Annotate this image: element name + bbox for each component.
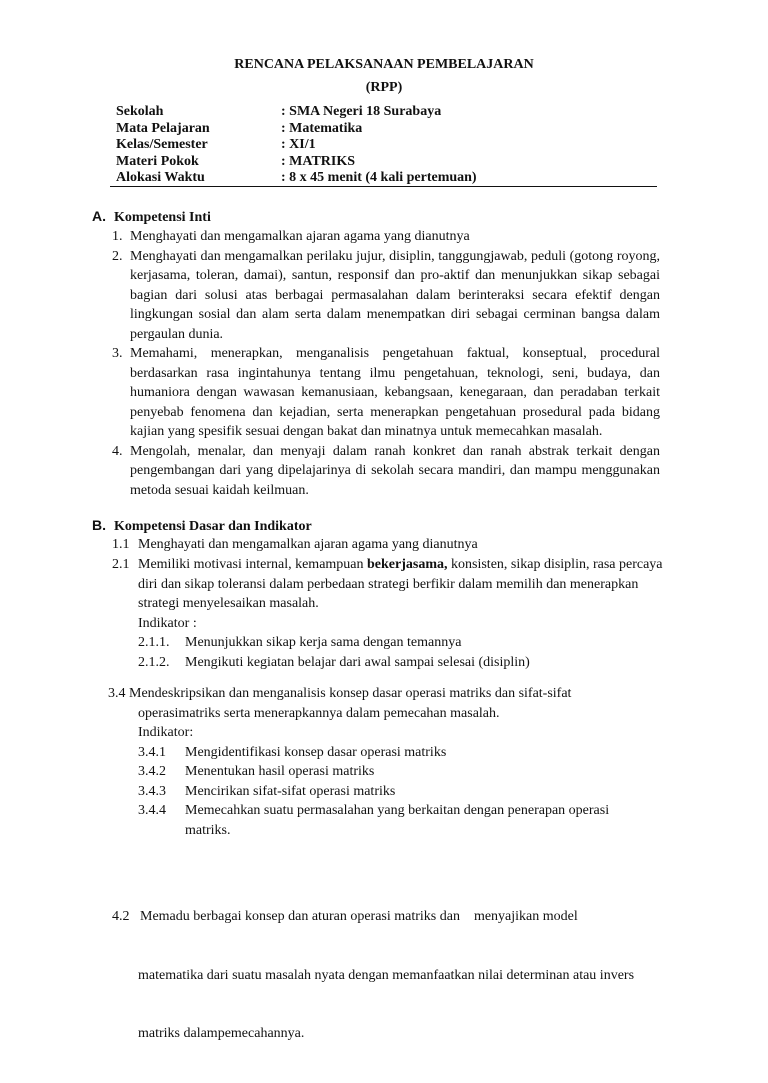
document-title: RENCANA PELAKSANAAN PEMBELAJARAN [234,57,534,72]
indikator-text-cont: matriks. [185,822,231,838]
indikator-item [138,633,672,653]
kd-2-1 [112,555,672,672]
indikator-item [138,782,678,802]
identity-label: Mata Pelajaran [116,120,210,136]
indikator-number: 3.4.2 [138,764,166,779]
list-number: 4. [112,443,123,459]
kd-4-2 [112,868,692,1083]
identity-row [116,154,656,171]
list-text: Mengolah, menalar, dan menyaji dalam ranah konkret dan ranah abstrak terkait dengan pengembangan dari yang dipelajarinya di sekolah secara mandiri, dan mampu menggunakan metoda sesuai kaidah keilmuan. [130,443,660,498]
identity-row [116,104,656,121]
list-text [138,555,672,614]
kd-text-cont: matematika dari suatu masalah nyata dengan memanfaatkan nilai determinan atau invers [138,967,635,983]
kompetensi-inti-list [112,227,660,500]
indikator-text: Mencirikan sifat-sifat operasi matriks [185,783,396,799]
indikator-item [138,653,672,673]
indikator-label: Indikator: [138,725,194,740]
kd-text-part: Memiliki motivasi internal, kemampuan [138,557,368,572]
list-text: Menghayati dan mengamalkan perilaku jujur, disiplin, tanggungjawab, peduli (gotong royong, kerjasama, toleran, damai), santun, responsif dan pro-aktif dan menunjukkan sikap sebagai bagian dari solusi atas berbagai permasalahan dalam berinteraksi secara efektif dengan lingkungan sosial dan alam serta dalam menempatkan diri sebagai cerminan bangsa dalam pergaulan dunia. [130,248,660,342]
document-subtitle: (RPP) [365,80,403,95]
section-a-letter: A. [92,208,106,224]
kd-3-4 [108,684,678,840]
section-a-heading [92,207,211,227]
list-number: 1.1 [112,537,130,552]
identity-value: : MATRIKS [281,153,356,169]
indikator-label: Indikator : [138,615,197,631]
kd-text-cont: operasimatriks serta menerapkannya dalam pemecahan masalah. [138,705,500,721]
indikator-number: 2.1.1. [138,635,170,650]
list-item [112,442,660,501]
kd-text-part: konsisten, sikap disiplin, rasa percaya diri dan sikap toleransi dalam perbedaan strategi berfikir dalam memilih dan menerapkan strategi menyelesaikan masalah. [138,557,663,611]
list-text: Menghayati dan mengamalkan ajaran agama yang dianutnya [138,537,478,552]
list-number: 1. [112,229,123,244]
indikator-item [138,762,678,782]
list-number: 2.1 [112,557,130,572]
list-number: 3. [112,346,123,361]
indikator-number: 2.1.2. [138,654,170,670]
indikator-block [108,723,678,840]
identity-label: Alokasi Waktu [116,170,205,185]
indikator-number: 3.4.1 [138,744,166,760]
indikator-number: 3.4.4 [138,803,166,818]
indikator-text: Menunjukkan sikap kerja sama dengan temannya [185,635,462,650]
identity-label: Sekolah [116,104,164,119]
indikator-number: 3.4.3 [138,783,166,799]
identity-row [116,137,656,154]
identity-label: Materi Pokok [116,153,199,169]
section-b-letter: B. [92,517,106,533]
identity-row [116,170,656,187]
identity-label: Kelas/Semester [116,137,208,152]
kd-text-bold: bekerjasama, [367,557,448,572]
header-divider [110,186,657,187]
kd-text: 3.4 Mendeskripsikan dan menganalisis konsep dasar operasi matriks dan sifat-sifat [108,686,572,701]
indikator-text: Mengikuti kegiatan belajar dari awal sampai selesai (disiplin) [185,654,530,670]
section-b-title: Kompetensi Dasar dan Indikator [114,519,312,534]
indikator-item [138,743,678,763]
list-number: 2. [112,248,123,264]
list-text: Memahami, menerapkan, menganalisis pengetahuan faktual, konseptual, procedural berdasarkan rasa ingintahunya tentang ilmu pengetahuan, teknologi, seni, budaya, dan humaniora dengan wawasan kemanusiaan, kebangsaan, kenegaraan, dan peradaban terkait penyebab fenomena dan kejadian, serta menerapkan pengetahuan prosedural pada bidang kajian yang spesifik sesuai dengan bakat dan minatnya untuk memecahkan masalah. [130,346,660,439]
indikator-text: Memecahkan suatu permasalahan yang berkaitan dengan penerapan operasi [185,803,610,818]
indikator-block [112,614,672,673]
identity-value: : 8 x 45 menit (4 kali pertemuan) [281,170,477,185]
identity-table [116,104,656,187]
indikator-text: Menentukan hasil operasi matriks [185,764,375,779]
section-a-title: Kompetensi Inti [114,210,211,225]
list-item [112,555,672,614]
list-item [112,535,672,555]
section-b-heading [92,516,312,536]
identity-value: : SMA Negeri 18 Surabaya [281,104,442,119]
list-text: Menghayati dan mengamalkan ajaran agama yang dianutnya [130,229,470,244]
list-item [112,227,660,247]
kd-text-cont: matriks dalampemecahannya. [138,1026,305,1041]
indikator-item [138,801,678,821]
identity-value: : Matematika [281,120,363,136]
indikator-text: Mengidentifikasi konsep dasar operasi matriks [185,744,447,760]
identity-row [116,121,656,138]
kd-1-1 [112,535,672,555]
list-item [112,247,660,345]
kd-text: 4.2 Memadu berbagai konsep dan aturan operasi matriks dan menyajikan model [112,909,578,924]
list-item [112,344,660,442]
identity-value: : XI/1 [281,137,316,152]
